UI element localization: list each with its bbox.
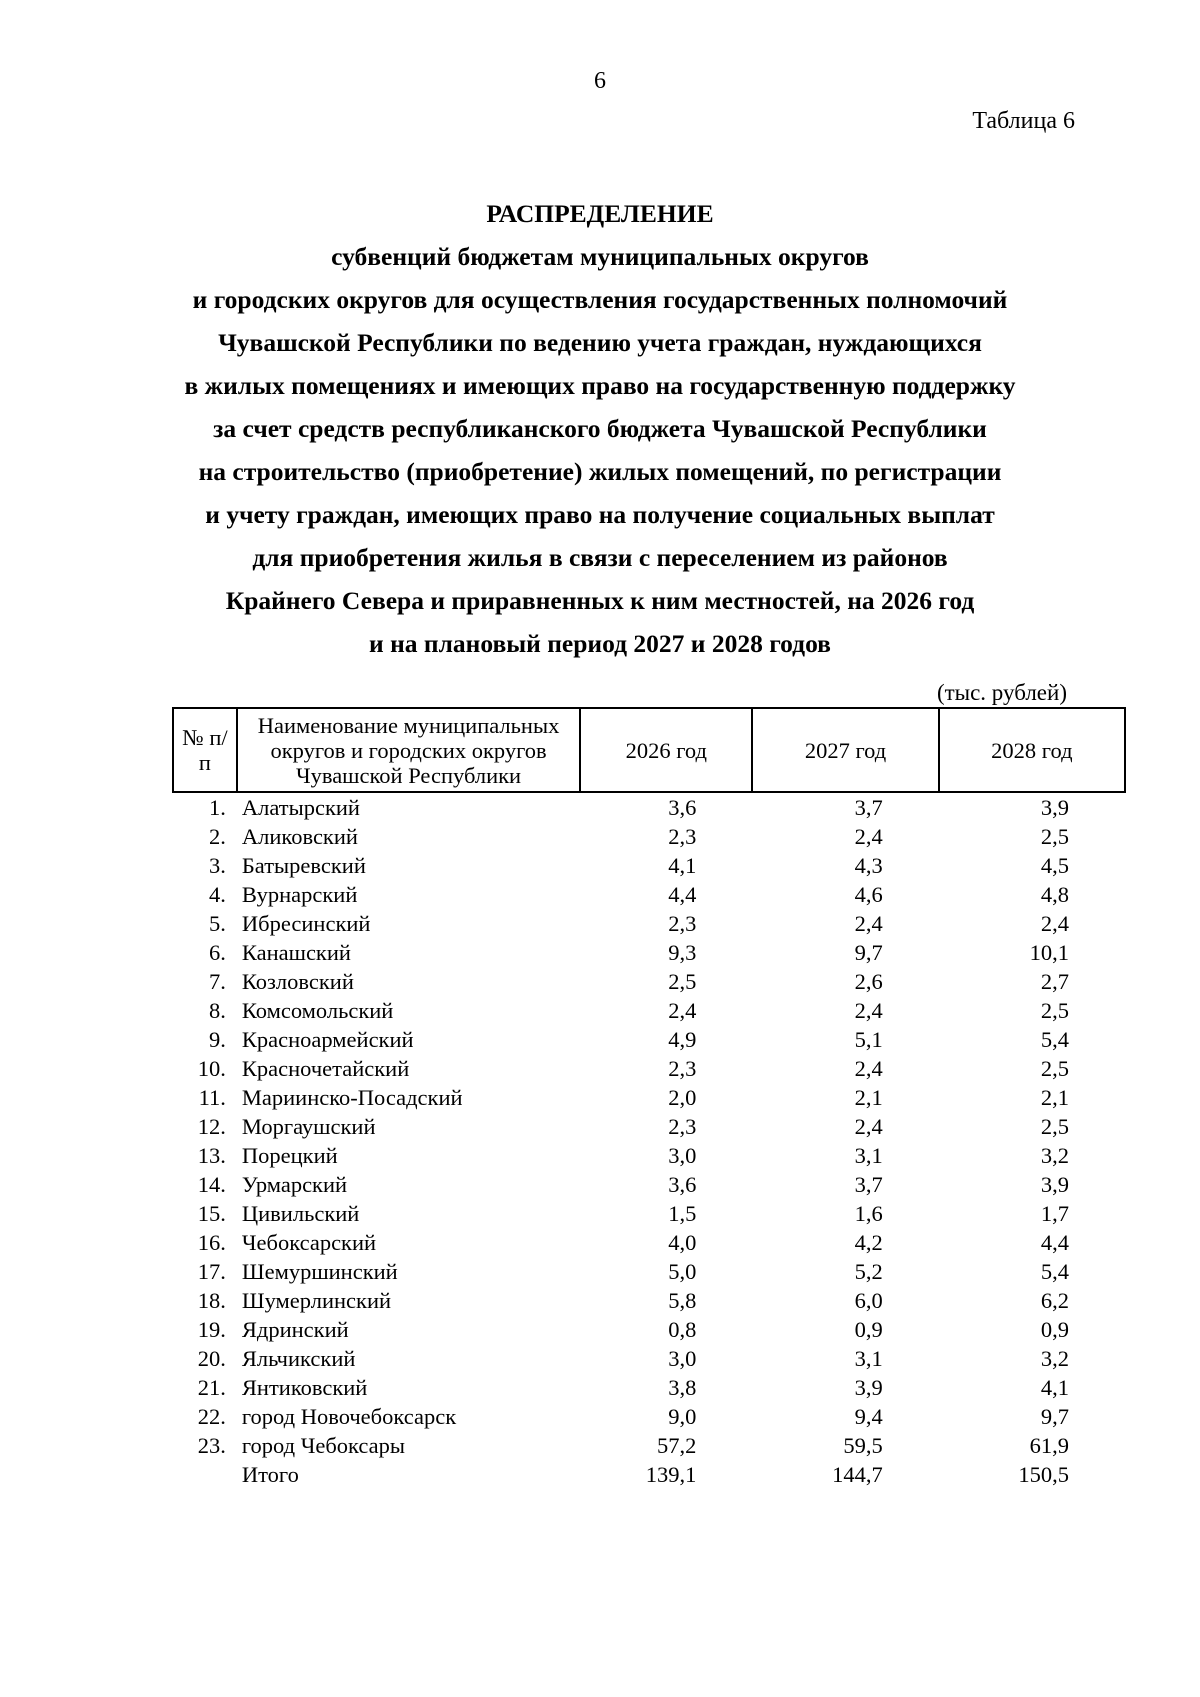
row-name: Красночетайский <box>241 1056 410 1081</box>
value-2026: 3,0 <box>668 1143 697 1168</box>
value-2026: 2,3 <box>668 1056 697 1081</box>
header-2028: 2028 год <box>939 708 1125 792</box>
title-line: для приобретения жилья в связи с переселением из районов <box>252 543 948 572</box>
row-number: 15. <box>197 1201 226 1226</box>
row-name: Комсомольский <box>241 998 394 1023</box>
value-2027: 2,4 <box>854 824 883 849</box>
row-number: 20. <box>197 1346 226 1371</box>
value-2027: 2,1 <box>854 1085 883 1110</box>
value-2028: 150,5 <box>1018 1462 1069 1487</box>
value-2027: 3,9 <box>854 1375 883 1400</box>
row-number: 2. <box>209 824 226 849</box>
units-label: (тыс. рублей) <box>936 680 1067 705</box>
header-num: № п/п <box>173 708 237 792</box>
table-row <box>173 1083 1125 1112</box>
value-2028: 61,9 <box>1029 1433 1069 1458</box>
row-number: 11. <box>198 1085 226 1110</box>
value-2028: 3,2 <box>1040 1346 1069 1371</box>
total-row <box>173 1460 1125 1489</box>
title-line: на строительство (приобретение) жилых помещений, по регистрации <box>198 457 1002 486</box>
row-name: Чебоксарский <box>241 1230 377 1255</box>
table-header-row <box>173 708 1125 792</box>
row-name: Канашский <box>241 940 351 965</box>
value-2027: 2,4 <box>854 911 883 936</box>
value-2027: 3,1 <box>854 1346 883 1371</box>
value-2027: 2,4 <box>854 998 883 1023</box>
table-row <box>173 1112 1125 1141</box>
table-row <box>173 792 1125 822</box>
value-2028: 2,1 <box>1040 1085 1069 1110</box>
value-2028: 5,4 <box>1040 1027 1069 1052</box>
row-name: Итого <box>241 1462 299 1487</box>
table-row <box>173 1431 1125 1460</box>
value-2028: 0,9 <box>1040 1317 1069 1342</box>
value-2027: 3,7 <box>854 1172 883 1197</box>
value-2026: 139,1 <box>645 1462 697 1487</box>
header-name: Наименование муниципальных округов и городских округов Чувашской Республики <box>237 708 580 792</box>
value-2026: 3,0 <box>668 1346 697 1371</box>
value-2028: 2,7 <box>1040 969 1069 994</box>
row-name: Красноармейский <box>241 1027 414 1052</box>
row-name: Моргаушский <box>241 1114 376 1139</box>
row-number: 5. <box>209 911 226 936</box>
value-2026: 2,5 <box>668 969 697 994</box>
value-2026: 1,5 <box>668 1201 697 1226</box>
value-2026: 2,3 <box>668 1114 697 1139</box>
value-2027: 3,7 <box>854 795 883 820</box>
document-title <box>0 192 1200 665</box>
value-2027: 5,2 <box>854 1259 883 1284</box>
row-number <box>173 1460 237 1489</box>
table-row <box>173 967 1125 996</box>
value-2027: 6,0 <box>854 1288 883 1313</box>
table-row <box>173 1286 1125 1315</box>
value-2026: 5,8 <box>668 1288 697 1313</box>
row-number: 10. <box>197 1056 226 1081</box>
table-row <box>173 1402 1125 1431</box>
row-name: Цивильский <box>241 1201 360 1226</box>
value-2028: 2,5 <box>1040 1056 1069 1081</box>
value-2026: 2,4 <box>668 998 697 1023</box>
table-label: Таблица 6 <box>972 108 1075 134</box>
row-name: город Чебоксары <box>241 1433 406 1458</box>
row-number: 14. <box>197 1172 226 1197</box>
row-name: Порецкий <box>241 1143 338 1168</box>
distribution-table <box>172 707 1126 1489</box>
value-2027: 4,6 <box>854 882 883 907</box>
value-2026: 4,4 <box>668 882 697 907</box>
row-number: 4. <box>209 882 226 907</box>
row-number: 12. <box>197 1114 226 1139</box>
value-2028: 2,5 <box>1040 998 1069 1023</box>
value-2026: 2,3 <box>668 911 697 936</box>
value-2027: 2,4 <box>854 1056 883 1081</box>
title-line: и городских округов для осуществления государственных полномочий <box>192 285 1008 314</box>
title-line: Чувашской Республики по ведению учета граждан, нуждающихся <box>218 328 982 357</box>
row-name: Урмарский <box>241 1172 348 1197</box>
value-2026: 9,3 <box>668 940 697 965</box>
row-name: город Новочебоксарск <box>241 1404 457 1429</box>
header-2027: 2027 год <box>752 708 938 792</box>
table-row <box>173 1141 1125 1170</box>
value-2026: 0,8 <box>668 1317 697 1342</box>
title-line: в жилых помещениях и имеющих право на государственную поддержку <box>184 371 1016 400</box>
row-name: Мариинско-Посадский <box>241 1085 463 1110</box>
value-2027: 59,5 <box>843 1433 883 1458</box>
table-row <box>173 1025 1125 1054</box>
title-line: и учету граждан, имеющих право на получение социальных выплат <box>205 500 995 529</box>
row-number: 13. <box>197 1143 226 1168</box>
value-2028: 9,7 <box>1040 1404 1069 1429</box>
row-number: 1. <box>209 795 226 820</box>
row-number: 21. <box>197 1375 226 1400</box>
value-2027: 1,6 <box>854 1201 883 1226</box>
row-name: Вурнарский <box>241 882 358 907</box>
value-2028: 10,1 <box>1029 940 1069 965</box>
value-2028: 4,8 <box>1040 882 1069 907</box>
value-2027: 2,6 <box>854 969 883 994</box>
row-name: Батыревский <box>241 853 366 878</box>
value-2028: 6,2 <box>1040 1288 1069 1313</box>
row-number: 18. <box>197 1288 226 1313</box>
title-line: субвенций бюджетам муниципальных округов <box>331 242 869 271</box>
value-2026: 3,6 <box>668 1172 697 1197</box>
value-2026: 4,0 <box>668 1230 697 1255</box>
table-row <box>173 1257 1125 1286</box>
value-2026: 3,8 <box>668 1375 697 1400</box>
value-2027: 9,7 <box>854 940 883 965</box>
row-number: 6. <box>209 940 226 965</box>
value-2027: 9,4 <box>854 1404 883 1429</box>
value-2028: 3,9 <box>1040 1172 1069 1197</box>
row-name: Ибресинский <box>241 911 371 936</box>
value-2027: 3,1 <box>854 1143 883 1168</box>
value-2027: 5,1 <box>854 1027 883 1052</box>
table-row <box>173 996 1125 1025</box>
value-2028: 3,2 <box>1040 1143 1069 1168</box>
page-number: 6 <box>594 68 606 94</box>
value-2027: 0,9 <box>854 1317 883 1342</box>
value-2028: 3,9 <box>1040 795 1069 820</box>
value-2027: 2,4 <box>854 1114 883 1139</box>
row-number: 7. <box>209 969 226 994</box>
title-line: Крайнего Севера и приравненных к ним местностей, на 2026 год <box>225 586 975 615</box>
row-name: Янтиковский <box>241 1375 368 1400</box>
value-2026: 4,9 <box>668 1027 697 1052</box>
value-2026: 4,1 <box>668 853 697 878</box>
table-row <box>173 1170 1125 1199</box>
table-row <box>173 938 1125 967</box>
row-number: 19. <box>197 1317 226 1342</box>
table-row <box>173 909 1125 938</box>
title-line: РАСПРЕДЕЛЕНИЕ <box>486 199 714 228</box>
value-2028: 5,4 <box>1040 1259 1069 1284</box>
row-number: 8. <box>209 998 226 1023</box>
value-2028: 2,5 <box>1040 1114 1069 1139</box>
value-2028: 1,7 <box>1040 1201 1069 1226</box>
table-row <box>173 880 1125 909</box>
title-line: и на плановый период 2027 и 2028 годов <box>369 629 831 658</box>
row-name: Козловский <box>241 969 354 994</box>
value-2028: 4,4 <box>1040 1230 1069 1255</box>
table-row <box>173 851 1125 880</box>
row-number: 16. <box>197 1230 226 1255</box>
value-2028: 4,1 <box>1040 1375 1069 1400</box>
row-name: Алатырский <box>241 795 360 820</box>
table-row <box>173 1344 1125 1373</box>
value-2026: 57,2 <box>657 1433 697 1458</box>
value-2026: 2,0 <box>668 1085 697 1110</box>
row-number: 3. <box>209 853 226 878</box>
value-2027: 4,2 <box>854 1230 883 1255</box>
table-row <box>173 822 1125 851</box>
value-2026: 9,0 <box>668 1404 697 1429</box>
row-name: Шумерлинский <box>241 1288 392 1313</box>
value-2028: 4,5 <box>1040 853 1069 878</box>
table-row <box>173 1373 1125 1402</box>
value-2026: 3,6 <box>668 795 697 820</box>
row-name: Аликовский <box>241 824 358 849</box>
table-row <box>173 1228 1125 1257</box>
table-row <box>173 1054 1125 1083</box>
value-2026: 2,3 <box>668 824 697 849</box>
value-2026: 5,0 <box>668 1259 697 1284</box>
row-name: Яльчикский <box>241 1346 356 1371</box>
row-number: 22. <box>197 1404 226 1429</box>
value-2028: 2,4 <box>1040 911 1069 936</box>
row-name: Ядринский <box>241 1317 349 1342</box>
value-2027: 4,3 <box>854 853 883 878</box>
row-number: 23. <box>197 1433 226 1458</box>
value-2028: 2,5 <box>1040 824 1069 849</box>
table-row <box>173 1199 1125 1228</box>
header-2026: 2026 год <box>580 708 752 792</box>
row-number: 17. <box>197 1259 226 1284</box>
row-name: Шемуршинский <box>241 1259 398 1284</box>
table-row <box>173 1315 1125 1344</box>
title-line: за счет средств республиканского бюджета Чувашской Республики <box>213 414 987 443</box>
value-2027: 144,7 <box>832 1462 883 1487</box>
row-number: 9. <box>209 1027 226 1052</box>
